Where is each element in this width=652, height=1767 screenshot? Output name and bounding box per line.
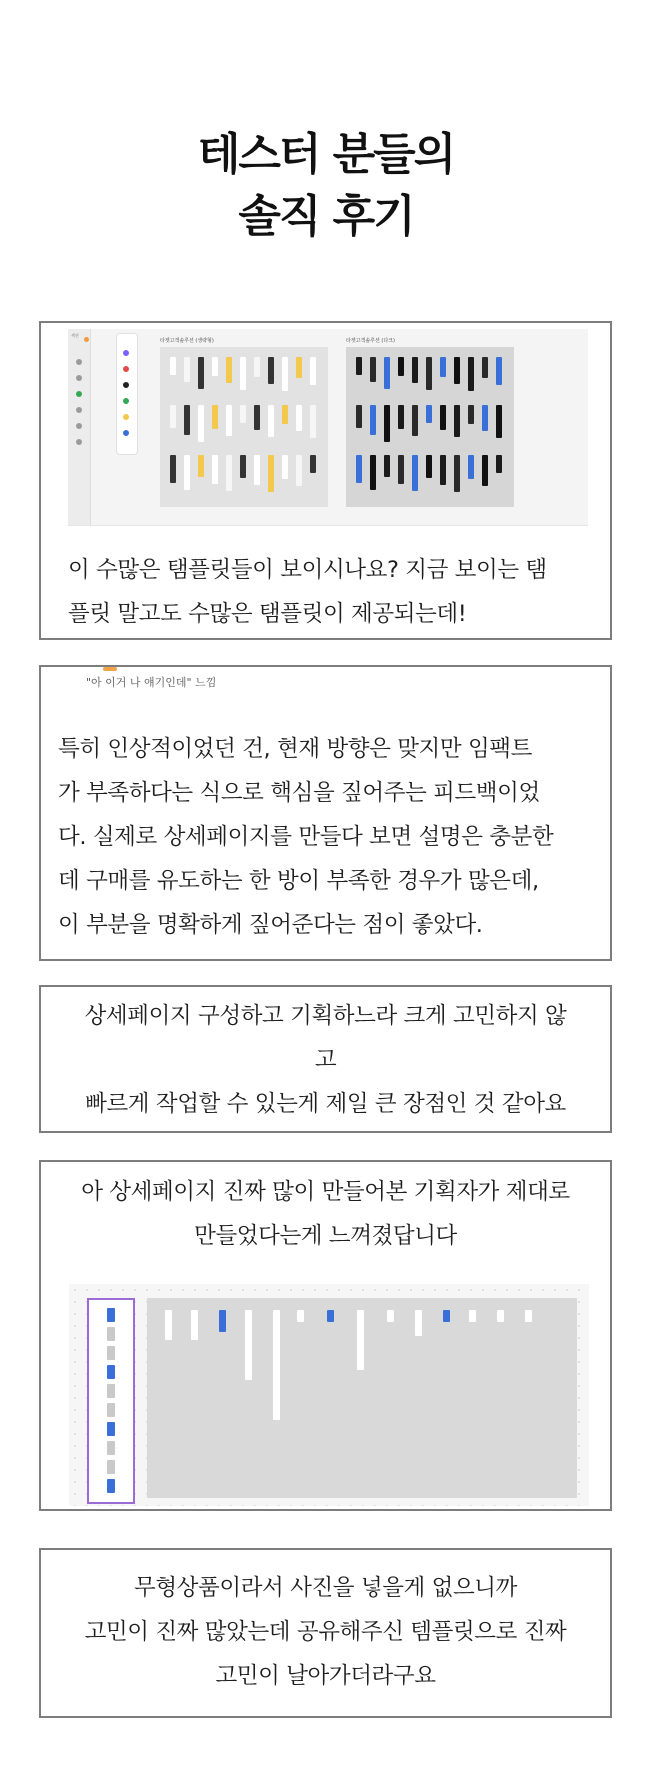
review-card-feedback <box>39 665 612 961</box>
page-title <box>0 124 652 248</box>
quote-caption: "아 이거 나 얘기인데" 느낌 <box>86 676 217 689</box>
sticky-icon <box>123 414 129 420</box>
template-thumbnail <box>198 405 204 442</box>
template-thumbnail <box>482 455 488 486</box>
template-column <box>165 1310 172 1340</box>
shape-icon <box>123 382 129 388</box>
template-thumbnail <box>107 1346 115 1360</box>
template-thumbnail <box>254 357 260 377</box>
sidebar-icon <box>76 375 82 381</box>
template-column <box>297 1310 304 1322</box>
template-thumbnail <box>412 405 418 436</box>
template-thumbnail <box>226 455 232 491</box>
review-line: 다. 실제로 상세페이지를 만들다 보면 설명은 충분한 <box>58 824 554 850</box>
template-thumbnail <box>356 455 362 483</box>
board-area <box>160 347 328 507</box>
template-thumbnail <box>107 1460 115 1474</box>
template-thumbnail <box>107 1308 115 1322</box>
template-thumbnail <box>170 455 176 483</box>
template-thumbnail <box>198 455 204 477</box>
template-board-light <box>160 338 328 507</box>
pointer-icon <box>123 350 129 356</box>
template-column <box>357 1310 364 1370</box>
template-thumbnail <box>310 455 316 473</box>
review-text <box>58 727 553 947</box>
template-thumbnail <box>310 357 316 385</box>
template-thumbnail <box>107 1479 115 1493</box>
template-thumbnail <box>212 357 218 376</box>
review-text <box>41 994 610 1126</box>
review-line: 고민이 진짜 많았는데 공유해주신 템플릿으로 진짜 <box>84 1619 567 1645</box>
template-thumbnail <box>240 405 246 423</box>
template-thumbnail <box>254 455 260 485</box>
review-line: 만들었다는게 느껴졌답니다 <box>194 1223 457 1249</box>
board-area <box>346 347 514 507</box>
template-column <box>219 1310 226 1332</box>
template-thumbnail <box>107 1403 115 1417</box>
template-thumbnail <box>426 405 432 423</box>
template-thumbnail <box>226 405 232 436</box>
template-thumbnail <box>370 357 376 382</box>
template-thumbnail <box>398 357 404 376</box>
template-thumbnail <box>254 405 260 430</box>
template-thumbnail <box>240 357 246 390</box>
selected-column <box>87 1298 135 1504</box>
template-thumbnail <box>496 357 502 385</box>
template-column <box>443 1310 450 1322</box>
template-column <box>273 1310 280 1420</box>
template-column <box>415 1310 422 1336</box>
review-text <box>41 1566 610 1698</box>
sidebar-icon <box>76 391 82 397</box>
template-thumbnail <box>212 455 218 484</box>
template-column <box>245 1310 252 1380</box>
review-text <box>68 548 547 636</box>
template-thumbnail <box>468 405 474 424</box>
template-thumbnail <box>268 357 274 384</box>
template-thumbnail <box>370 455 376 490</box>
template-thumbnail <box>496 405 502 438</box>
template-board-dark <box>346 338 514 507</box>
review-card-speed <box>39 985 612 1133</box>
review-line: 아 상세페이지 진짜 많이 만들어본 기획자가 제대로 <box>81 1179 570 1205</box>
template-thumbnail <box>268 405 274 437</box>
template-thumbnail <box>268 455 274 492</box>
template-thumbnail <box>440 357 446 377</box>
pen-icon <box>123 366 129 372</box>
template-thumbnail <box>107 1327 115 1341</box>
review-card-planner <box>39 1160 612 1511</box>
review-line: 특히 인상적이었던 건, 현재 방향은 맞지만 임팩트 <box>58 736 532 762</box>
review-line: 플릿 말고도 수많은 탬플릿이 제공되는데! <box>68 601 467 627</box>
template-thumbnail <box>226 357 232 383</box>
sidebar-icon <box>76 407 82 413</box>
template-column <box>191 1310 198 1340</box>
canvas-section <box>147 1298 577 1498</box>
template-thumbnail <box>496 455 502 473</box>
template-thumbnail <box>356 357 362 375</box>
template-thumbnail <box>468 455 474 479</box>
review-line: 고민이 날아가더라구요 <box>215 1663 436 1689</box>
template-thumbnail <box>482 357 488 378</box>
review-line: 고 <box>314 1047 337 1073</box>
template-thumbnail <box>468 357 474 391</box>
review-line: 상세페이지 구성하고 기획하느라 크게 고민하지 않 <box>84 1003 567 1029</box>
template-thumbnail <box>296 455 302 486</box>
template-thumbnail <box>398 455 404 484</box>
notification-dot <box>84 337 89 342</box>
sidebar-icon <box>76 359 82 365</box>
board-label: 타겟고객솔루션 (다크) <box>346 338 395 344</box>
highlight-mark <box>103 667 117 671</box>
template-column <box>327 1310 334 1322</box>
template-board-screenshot <box>68 329 588 526</box>
template-thumbnail <box>184 357 190 382</box>
template-thumbnail <box>107 1441 115 1455</box>
template-thumbnail <box>282 455 288 479</box>
template-thumbnail <box>370 405 376 435</box>
review-line: 빠르게 작업할 수 있는게 제일 큰 장점인 것 같아요 <box>85 1091 566 1117</box>
template-thumbnail <box>107 1384 115 1398</box>
template-thumbnail <box>384 455 390 477</box>
template-column <box>497 1310 504 1322</box>
sidebar-label: 섹션 <box>71 333 79 338</box>
template-thumbnail <box>198 357 204 389</box>
review-text <box>41 1170 610 1258</box>
template-thumbnail <box>440 405 446 430</box>
template-thumbnail <box>454 405 460 437</box>
template-column <box>525 1310 532 1322</box>
workflow-canvas-screenshot <box>69 1284 589 1506</box>
template-thumbnail <box>212 405 218 429</box>
template-thumbnail <box>440 455 446 485</box>
template-thumbnail <box>107 1365 115 1379</box>
template-thumbnail <box>384 405 390 442</box>
template-thumbnail <box>412 455 418 491</box>
template-thumbnail <box>170 405 176 428</box>
editor-sidebar <box>68 329 91 525</box>
template-thumbnail <box>310 405 316 438</box>
template-thumbnail <box>184 455 190 490</box>
template-thumbnail <box>398 405 404 429</box>
template-thumbnail <box>282 405 288 424</box>
review-line: 무형상품이라서 사진을 넣을게 없으니까 <box>134 1575 517 1601</box>
review-line: 가 부족하다는 식으로 핵심을 짚어주는 피드백이었 <box>58 780 540 806</box>
template-thumbnail <box>240 455 246 478</box>
template-thumbnail <box>482 405 488 431</box>
template-thumbnail <box>412 357 418 383</box>
template-thumbnail <box>107 1422 115 1436</box>
page-title-line-1: 테스터 분들의 <box>197 129 455 180</box>
template-thumbnail <box>282 357 288 391</box>
template-thumbnail <box>356 405 362 428</box>
board-label: 타겟고객솔루션 (생략형) <box>160 338 214 344</box>
review-line: 데 구매를 유도하는 한 방이 부족한 경우가 많은데, <box>58 868 539 894</box>
page-title-line-2: 솔직 후기 <box>238 191 414 242</box>
review-line: 이 수많은 탬플릿들이 보이시나요? 지금 보이는 탬 <box>68 557 547 583</box>
template-thumbnail <box>454 455 460 492</box>
marker-icon <box>123 398 129 404</box>
template-thumbnail <box>184 405 190 435</box>
template-thumbnail <box>296 405 302 431</box>
template-column <box>387 1310 394 1322</box>
template-thumbnail <box>170 357 176 375</box>
review-line: 이 부분을 명확하게 짚어준다는 점이 좋았다. <box>58 912 483 938</box>
sidebar-icon <box>76 439 82 445</box>
tool-panel <box>116 333 138 455</box>
review-card-intangible <box>39 1548 612 1718</box>
template-thumbnail <box>384 357 390 389</box>
template-thumbnail <box>426 357 432 390</box>
template-thumbnail <box>454 357 460 384</box>
sidebar-icon <box>76 423 82 429</box>
template-thumbnail <box>426 455 432 478</box>
template-thumbnail <box>296 357 302 378</box>
review-card-templates <box>39 321 612 640</box>
image-icon <box>123 430 129 436</box>
template-column <box>469 1310 476 1322</box>
